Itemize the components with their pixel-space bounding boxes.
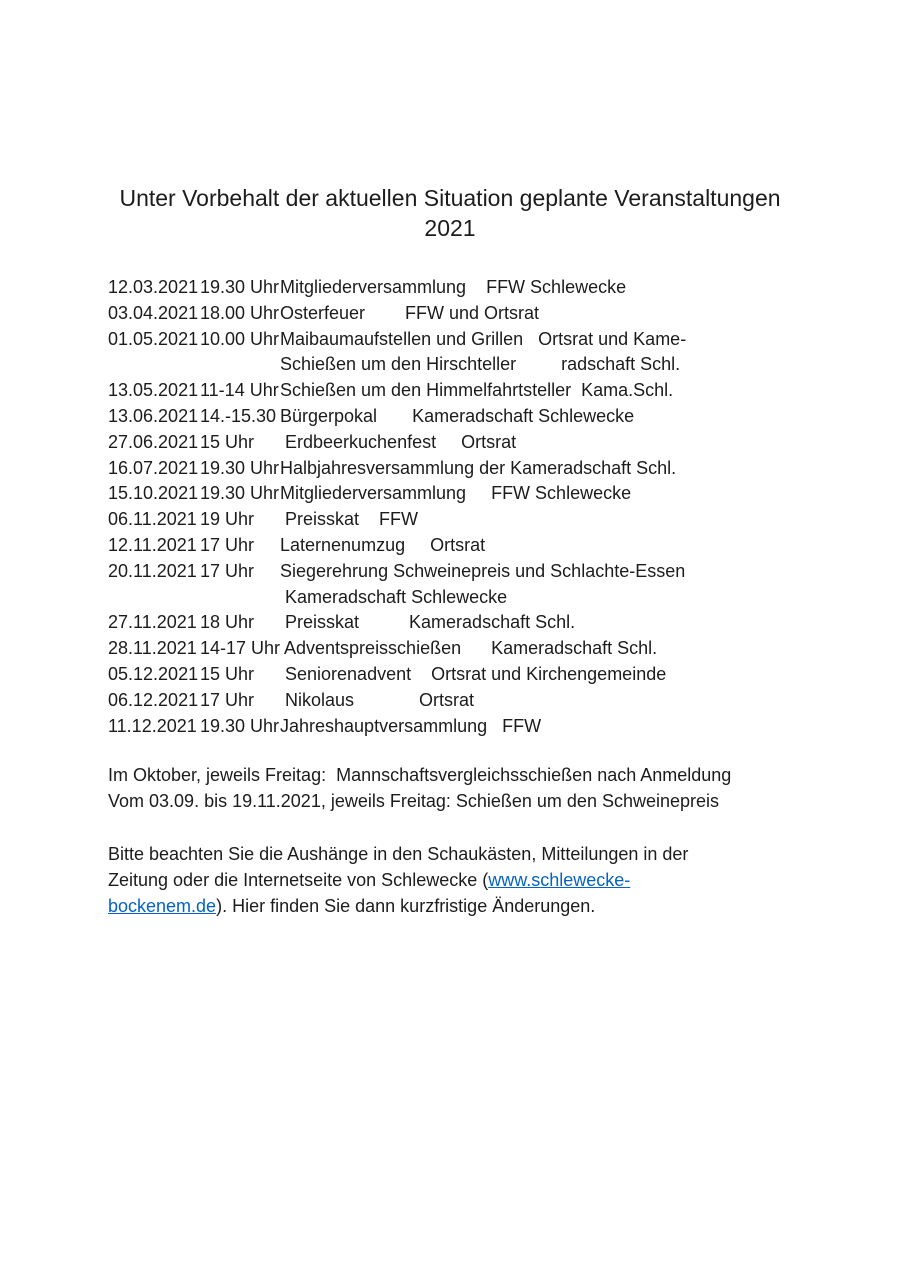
event-description: Seniorenadvent Ortsrat und Kirchengemeinde xyxy=(280,663,667,684)
event-date: 13.05.2021 xyxy=(108,380,199,401)
event-time: 10.00 Uhr xyxy=(200,328,280,349)
event-date: 05.12.2021 xyxy=(108,663,199,684)
event-description: Siegerehrung Schweinepreis und Schlachte-Essen xyxy=(280,560,686,581)
event-date: 15.10.2021 xyxy=(108,483,199,504)
event-row xyxy=(108,301,900,327)
event-row xyxy=(108,275,900,301)
event-row xyxy=(108,533,900,559)
event-description: Erdbeerkuchenfest Ortsrat xyxy=(280,431,517,452)
event-time: 17 Uhr xyxy=(200,689,255,710)
event-date: 28.11.2021 xyxy=(108,638,197,659)
event-description: Schießen um den Himmelfahrtsteller Kama.Schl. xyxy=(280,380,674,401)
event-date: 27.11.2021 xyxy=(108,612,197,633)
event-row xyxy=(108,610,900,636)
event-description: Bürgerpokal Kameradschaft Schlewecke xyxy=(280,405,635,426)
event-date: 20.11.2021 xyxy=(108,560,197,581)
event-date: 06.12.2021 xyxy=(108,689,199,710)
event-date: 12.11.2021 xyxy=(108,534,197,555)
event-time xyxy=(200,585,280,611)
notes-section xyxy=(108,762,900,814)
event-row-continuation xyxy=(108,585,900,611)
event-description: Mitgliederversammlung FFW Schlewecke xyxy=(280,277,627,297)
event-description: Osterfeuer FFW und Ortsrat xyxy=(280,302,540,323)
event-time: 15 Uhr xyxy=(200,663,255,684)
event-time: 11-14 Uhr xyxy=(200,380,279,401)
event-time: 17 Uhr xyxy=(200,534,255,555)
footer-line-3-text: ). Hier finden Sie dann kurzfristige Änderungen. xyxy=(216,896,596,917)
page-title xyxy=(0,0,900,243)
event-time: 19.30 Uhr xyxy=(200,483,280,504)
event-row xyxy=(108,507,900,533)
schlewecke-website-link-part1[interactable]: www.schlewecke- xyxy=(488,870,631,891)
event-date: 27.06.2021 xyxy=(108,431,199,452)
event-description: Jahreshauptversammlung FFW xyxy=(280,715,542,736)
event-row xyxy=(108,714,900,740)
event-row xyxy=(108,378,900,404)
event-date: 01.05.2021 xyxy=(108,328,199,349)
event-date: 16.07.2021 xyxy=(108,457,199,478)
event-time xyxy=(200,352,280,378)
event-date: 13.06.2021 xyxy=(108,405,199,426)
event-description: Halbjahresversammlung der Kameradschaft Schl. xyxy=(280,457,677,478)
notes-october-line: Im Oktober, jeweils Freitag: Mannschaftsvergleichsschießen nach Anmeldung xyxy=(108,765,732,786)
event-description: Maibaumaufstellen und Grillen Ortsrat und Kame- xyxy=(280,328,687,349)
event-row xyxy=(108,688,900,714)
event-time: 18 Uhr xyxy=(200,612,255,633)
event-description: Nikolaus Ortsrat xyxy=(280,689,475,710)
event-description: Preisskat FFW xyxy=(280,509,419,530)
page-title-line2: 2021 xyxy=(424,215,476,241)
notes-september-line: Vom 03.09. bis 19.11.2021, jeweils Freitag: Schießen um den Schweinepreis xyxy=(108,791,720,812)
event-description: Schießen um den Hirschteller radschaft Schl. xyxy=(280,354,681,375)
event-row xyxy=(108,559,900,585)
event-time: 19.30 Uhr xyxy=(200,457,280,478)
footer-section xyxy=(108,841,900,919)
schlewecke-website-link-part2[interactable]: bockenem.de xyxy=(108,896,217,917)
event-row xyxy=(108,430,900,456)
footer-line-2-text: Zeitung oder die Internetseite von Schlewecke ( xyxy=(108,870,489,891)
event-date xyxy=(108,585,200,611)
event-date: 03.04.2021 xyxy=(108,302,199,323)
event-date: 06.11.2021 xyxy=(108,509,197,530)
event-time: 18.00 Uhr xyxy=(200,302,280,323)
event-time: 15 Uhr xyxy=(200,431,255,452)
event-row xyxy=(108,636,900,662)
event-row xyxy=(108,481,900,507)
event-description: Preisskat Kameradschaft Schl. xyxy=(280,612,576,633)
footer-line-3 xyxy=(108,893,900,919)
event-date: 11.12.2021 xyxy=(108,715,197,736)
event-time: 19 Uhr xyxy=(200,509,255,530)
page-title-line1: Unter Vorbehalt der aktuellen Situation geplante Veranstaltungen xyxy=(119,185,781,211)
event-row xyxy=(108,404,900,430)
event-date: 12.03.2021 xyxy=(108,277,199,297)
event-description: Mitgliederversammlung FFW Schlewecke xyxy=(280,483,632,504)
footer-line-2 xyxy=(108,867,900,893)
event-time: 14-17 Uhr xyxy=(200,638,281,659)
event-description: Kameradschaft Schlewecke xyxy=(280,586,508,607)
event-date xyxy=(108,352,200,378)
event-description: Laternenumzug Ortsrat xyxy=(280,534,486,555)
event-time: 14.-15.30 xyxy=(200,405,277,426)
event-row xyxy=(108,662,900,688)
event-time: 19.30 Uhr xyxy=(200,277,280,297)
event-description: Adventspreisschießen Kameradschaft Schl. xyxy=(280,638,658,659)
event-row-continuation xyxy=(108,352,900,378)
event-row xyxy=(108,327,900,353)
events-list xyxy=(108,275,900,739)
footer-line-1: Bitte beachten Sie die Aushänge in den Schaukästen, Mitteilungen in der xyxy=(108,844,689,865)
event-row xyxy=(108,456,900,482)
event-time: 19.30 Uhr xyxy=(200,715,280,736)
event-time: 17 Uhr xyxy=(200,560,255,581)
